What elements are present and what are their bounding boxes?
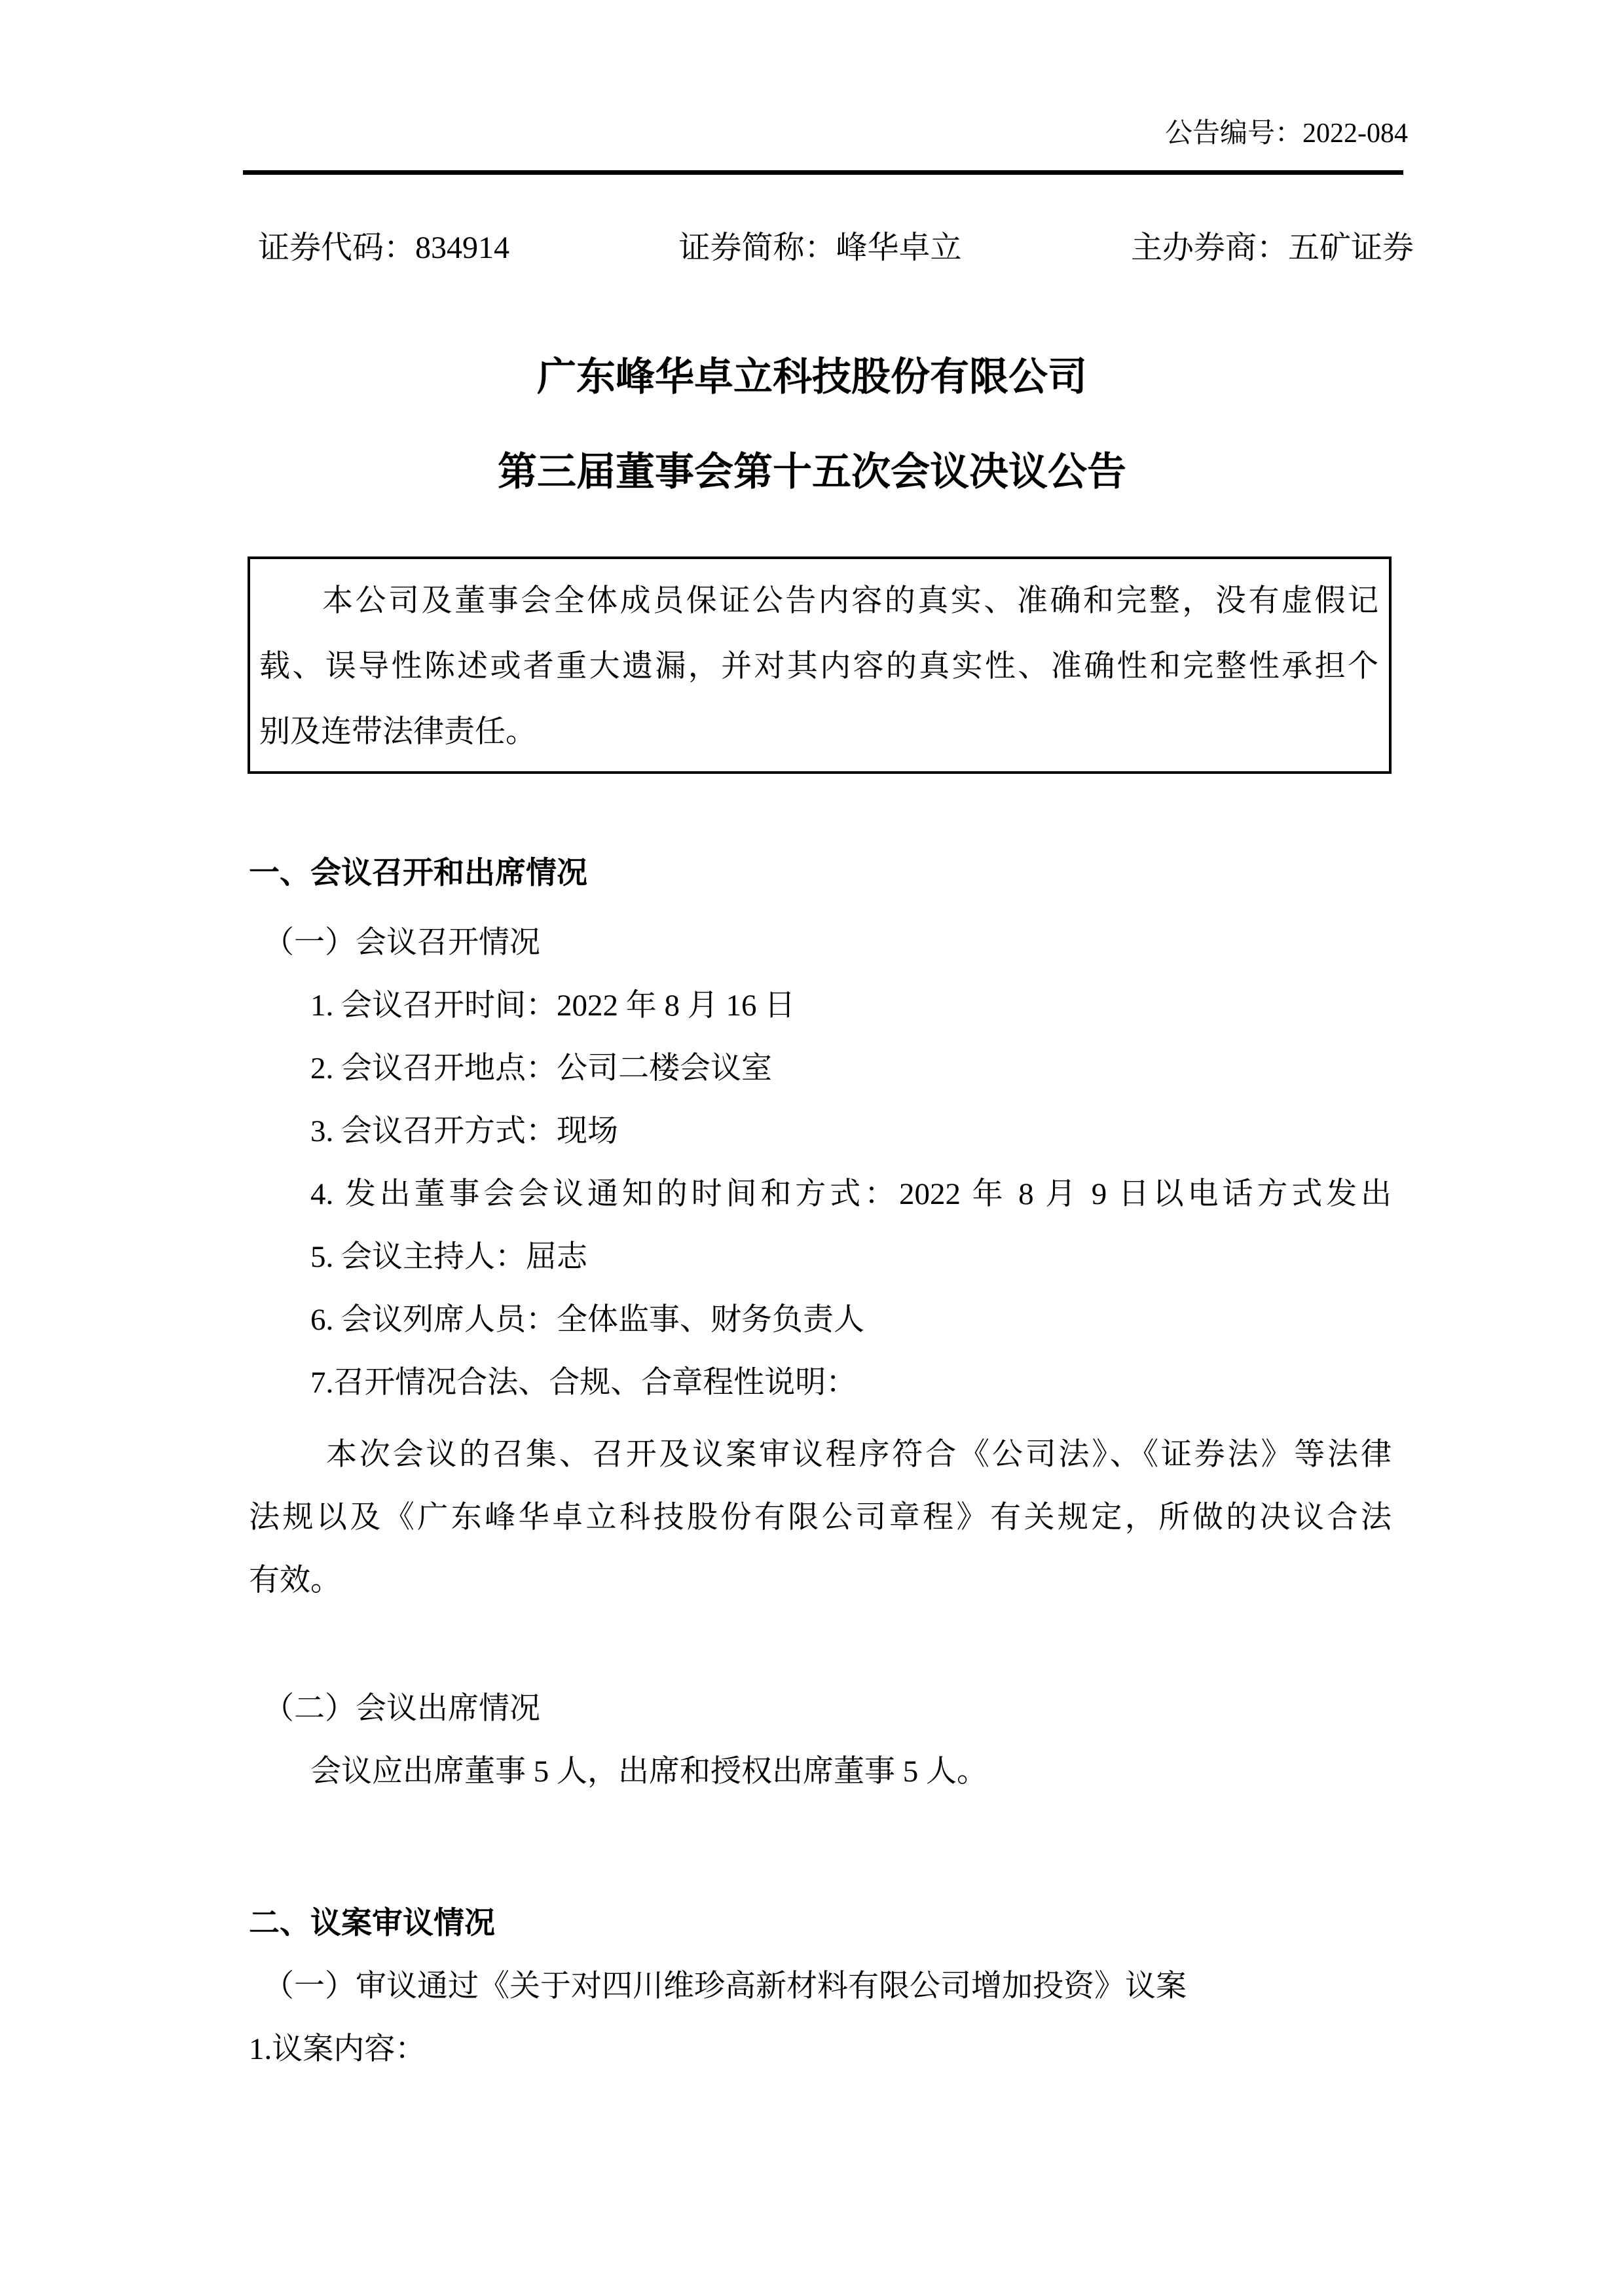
meeting-resolution-title: 第三届董事会第十五次会议决议公告 xyxy=(498,450,1126,494)
attendance-statement: 会议应出席董事 5 人，出席和授权出席董事 5 人。 xyxy=(310,1755,987,1789)
section-1-sub-1: （一）会议召开情况 xyxy=(263,926,540,960)
legality-statement-item: 7.召开情况合法、合规、合章程性说明： xyxy=(310,1366,857,1400)
proposal-content-label: 1.议案内容： xyxy=(249,2032,426,2066)
section-2-heading: 二、议案审议情况 xyxy=(249,1906,495,1941)
meeting-attendees-item: 6. 会议列席人员：全体监事、财务负责人 xyxy=(310,1303,864,1337)
securities-short-name: 证券简称：峰华卓立 xyxy=(678,230,962,265)
disclaimer-line: 别及连带法律责任。 xyxy=(259,715,536,749)
announcement-number: 公告编号：2022-084 xyxy=(1165,118,1408,149)
company-name-title: 广东峰华卓立科技股份有限公司 xyxy=(537,355,1087,399)
securities-code: 证券代码：834914 xyxy=(258,230,510,265)
disclaimer-box xyxy=(248,556,1392,774)
section-1-sub-2: （二）会议出席情况 xyxy=(263,1692,540,1726)
securities-info-row xyxy=(258,228,1414,268)
meeting-notice-item: 4. 发出董事会会议通知的时间和方式：2022 年 8 月 9 日以电话方式发出 xyxy=(310,1177,1392,1211)
legality-paragraph-line: 法规以及《广东峰华卓立科技股份有限公司章程》有关规定，所做的决议合法 xyxy=(249,1501,1392,1535)
meeting-place-item: 2. 会议召开地点：公司二楼会议室 xyxy=(310,1051,772,1085)
legality-paragraph-line: 有效。 xyxy=(249,1563,341,1597)
header-divider-line xyxy=(243,170,1403,175)
disclaimer-line: 本公司及董事会全体成员保证公告内容的真实、准确和完整，没有虚假记 xyxy=(322,584,1378,618)
document-body xyxy=(249,842,1392,2081)
section-1-heading: 一、会议召开和出席情况 xyxy=(249,856,587,890)
section-2-sub-1: （一）审议通过《关于对四川维珍高新材料有限公司增加投资》议案 xyxy=(263,1969,1187,2003)
sponsor-broker: 主办券商：五矿证券 xyxy=(1130,230,1414,265)
disclaimer-line: 载、误导性陈述或者重大遗漏，并对其内容的真实性、准确性和完整性承担个 xyxy=(259,649,1378,683)
meeting-method-item: 3. 会议召开方式：现场 xyxy=(310,1114,618,1148)
meeting-host-item: 5. 会议主持人：屈志 xyxy=(310,1240,587,1274)
legality-paragraph-line: 本次会议的召集、召开及议案审议程序符合《公司法》、《证券法》等法律 xyxy=(326,1438,1392,1472)
meeting-time-item: 1. 会议召开时间：2022 年 8 月 16 日 xyxy=(310,989,796,1023)
